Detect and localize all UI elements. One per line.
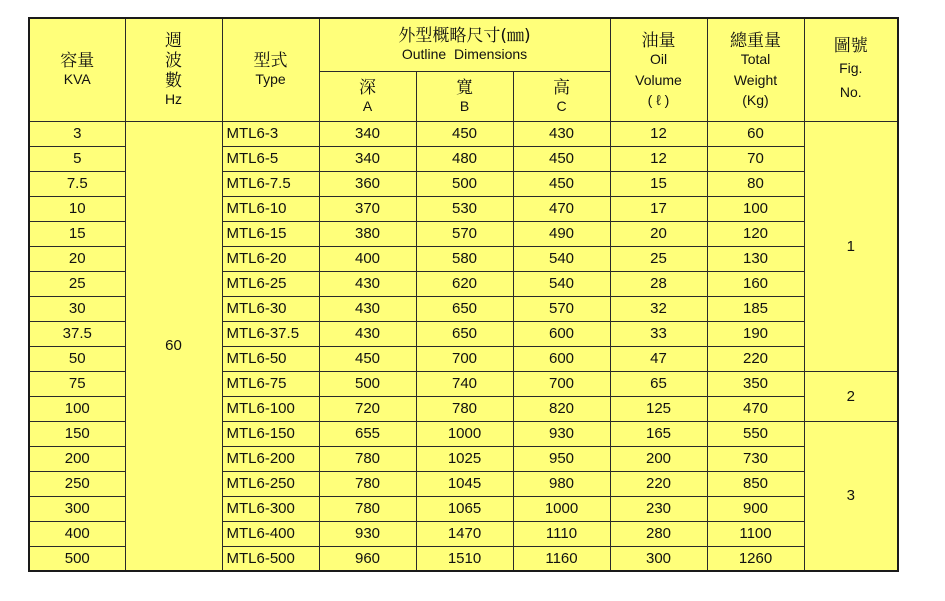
oil-cell: 125 xyxy=(610,396,707,421)
header-type-zh: 型式 xyxy=(253,51,288,72)
depth-cell: 430 xyxy=(319,271,416,296)
header-depth-en: A xyxy=(362,97,373,114)
kva-cell: 7.5 xyxy=(29,171,125,196)
header-height-zh: 高 xyxy=(553,77,570,98)
height-cell: 540 xyxy=(513,271,610,296)
kva-cell: 500 xyxy=(29,546,125,571)
weight-cell: 1260 xyxy=(707,546,804,571)
header-frequency-en: Hz xyxy=(164,91,183,108)
header-capacity-zh: 容量 xyxy=(60,51,95,72)
header-width-zh: 寬 xyxy=(456,77,473,98)
header-depth xyxy=(319,71,416,121)
depth-cell: 430 xyxy=(319,296,416,321)
header-oil-en1: Oil xyxy=(649,50,668,67)
header-width xyxy=(416,71,513,121)
oil-cell: 15 xyxy=(610,171,707,196)
height-cell: 950 xyxy=(513,446,610,471)
width-cell: 1045 xyxy=(416,471,513,496)
type-cell: MTL6-300 xyxy=(222,496,319,521)
header-weight-zh: 總重量 xyxy=(730,30,781,51)
type-cell: MTL6-100 xyxy=(222,396,319,421)
kva-cell: 200 xyxy=(29,446,125,471)
depth-cell: 720 xyxy=(319,396,416,421)
transformer-spec-table xyxy=(28,17,899,572)
width-cell: 1065 xyxy=(416,496,513,521)
kva-cell: 30 xyxy=(29,296,125,321)
depth-cell: 960 xyxy=(319,546,416,571)
depth-cell: 450 xyxy=(319,346,416,371)
height-cell: 600 xyxy=(513,321,610,346)
type-cell: MTL6-500 xyxy=(222,546,319,571)
depth-cell: 370 xyxy=(319,196,416,221)
type-cell: MTL6-15 xyxy=(222,221,319,246)
header-oil xyxy=(610,18,707,121)
type-cell: MTL6-3 xyxy=(222,121,319,146)
width-cell: 480 xyxy=(416,146,513,171)
height-cell: 540 xyxy=(513,246,610,271)
header-oil-en2: Volume xyxy=(635,71,682,88)
depth-cell: 500 xyxy=(319,371,416,396)
weight-cell: 470 xyxy=(707,396,804,421)
kva-cell: 50 xyxy=(29,346,125,371)
weight-cell: 190 xyxy=(707,321,804,346)
kva-cell: 100 xyxy=(29,396,125,421)
oil-cell: 47 xyxy=(610,346,707,371)
header-weight-en2: Weight xyxy=(733,71,778,88)
frequency-cell: 60 xyxy=(125,121,222,571)
kva-cell: 5 xyxy=(29,146,125,171)
width-cell: 580 xyxy=(416,246,513,271)
header-type xyxy=(222,18,319,121)
header-fig-en1: Fig. xyxy=(839,59,863,76)
header-type-en: Type xyxy=(255,71,286,88)
weight-cell: 130 xyxy=(707,246,804,271)
type-cell: MTL6-37.5 xyxy=(222,321,319,346)
header-oil-zh: 油量 xyxy=(641,30,676,51)
weight-cell: 80 xyxy=(707,171,804,196)
type-cell: MTL6-30 xyxy=(222,296,319,321)
weight-cell: 185 xyxy=(707,296,804,321)
height-cell: 470 xyxy=(513,196,610,221)
width-cell: 650 xyxy=(416,321,513,346)
oil-cell: 12 xyxy=(610,121,707,146)
depth-cell: 400 xyxy=(319,246,416,271)
oil-cell: 12 xyxy=(610,146,707,171)
height-cell: 980 xyxy=(513,471,610,496)
type-cell: MTL6-10 xyxy=(222,196,319,221)
width-cell: 450 xyxy=(416,121,513,146)
type-cell: MTL6-250 xyxy=(222,471,319,496)
kva-cell: 250 xyxy=(29,471,125,496)
width-cell: 620 xyxy=(416,271,513,296)
type-cell: MTL6-20 xyxy=(222,246,319,271)
weight-cell: 730 xyxy=(707,446,804,471)
header-dimensions xyxy=(319,18,610,71)
width-cell: 530 xyxy=(416,196,513,221)
width-cell: 1470 xyxy=(416,521,513,546)
height-cell: 1160 xyxy=(513,546,610,571)
height-cell: 490 xyxy=(513,221,610,246)
header-dimensions-en: Outline Dimensions xyxy=(401,46,528,63)
kva-cell: 10 xyxy=(29,196,125,221)
weight-cell: 70 xyxy=(707,146,804,171)
header-depth-zh: 深 xyxy=(359,77,376,98)
type-cell: MTL6-7.5 xyxy=(222,171,319,196)
weight-cell: 100 xyxy=(707,196,804,221)
depth-cell: 340 xyxy=(319,121,416,146)
oil-cell: 300 xyxy=(610,546,707,571)
width-cell: 740 xyxy=(416,371,513,396)
depth-cell: 930 xyxy=(319,521,416,546)
height-cell: 570 xyxy=(513,296,610,321)
header-fig-en2: No. xyxy=(839,83,862,100)
type-cell: MTL6-400 xyxy=(222,521,319,546)
header-row-1 xyxy=(29,18,898,71)
header-fig-zh: 圖號 xyxy=(833,35,868,56)
height-cell: 930 xyxy=(513,421,610,446)
kva-cell: 25 xyxy=(29,271,125,296)
height-cell: 430 xyxy=(513,121,610,146)
width-cell: 1000 xyxy=(416,421,513,446)
type-cell: MTL6-25 xyxy=(222,271,319,296)
depth-cell: 430 xyxy=(319,321,416,346)
width-cell: 780 xyxy=(416,396,513,421)
fig-number-cell: 1 xyxy=(804,121,898,371)
oil-cell: 200 xyxy=(610,446,707,471)
depth-cell: 360 xyxy=(319,171,416,196)
header-weight-en1: Total xyxy=(740,50,771,67)
type-cell: MTL6-200 xyxy=(222,446,319,471)
width-cell: 500 xyxy=(416,171,513,196)
kva-cell: 37.5 xyxy=(29,321,125,346)
kva-cell: 150 xyxy=(29,421,125,446)
weight-cell: 850 xyxy=(707,471,804,496)
width-cell: 1025 xyxy=(416,446,513,471)
oil-cell: 165 xyxy=(610,421,707,446)
header-capacity xyxy=(29,18,125,121)
height-cell: 820 xyxy=(513,396,610,421)
weight-cell: 900 xyxy=(707,496,804,521)
header-frequency-zh-3: 數 xyxy=(165,71,182,92)
header-frequency-zh-1: 週 xyxy=(165,31,182,52)
oil-cell: 32 xyxy=(610,296,707,321)
kva-cell: 75 xyxy=(29,371,125,396)
height-cell: 1110 xyxy=(513,521,610,546)
weight-cell: 350 xyxy=(707,371,804,396)
header-dimensions-zh: 外型概略尺寸(㎜) xyxy=(398,26,531,47)
weight-cell: 220 xyxy=(707,346,804,371)
width-cell: 1510 xyxy=(416,546,513,571)
fig-number-cell: 2 xyxy=(804,371,898,421)
header-height-en: C xyxy=(556,97,567,114)
header-frequency xyxy=(125,18,222,121)
depth-cell: 780 xyxy=(319,471,416,496)
depth-cell: 340 xyxy=(319,146,416,171)
kva-cell: 400 xyxy=(29,521,125,546)
type-cell: MTL6-150 xyxy=(222,421,319,446)
weight-cell: 550 xyxy=(707,421,804,446)
depth-cell: 655 xyxy=(319,421,416,446)
height-cell: 600 xyxy=(513,346,610,371)
kva-cell: 3 xyxy=(29,121,125,146)
header-width-en: B xyxy=(459,97,470,114)
height-cell: 450 xyxy=(513,171,610,196)
header-oil-unit: ( ℓ ) xyxy=(647,91,670,108)
depth-cell: 380 xyxy=(319,221,416,246)
height-cell: 450 xyxy=(513,146,610,171)
oil-cell: 17 xyxy=(610,196,707,221)
oil-cell: 25 xyxy=(610,246,707,271)
depth-cell: 780 xyxy=(319,496,416,521)
oil-cell: 33 xyxy=(610,321,707,346)
header-fig xyxy=(804,18,898,121)
oil-cell: 230 xyxy=(610,496,707,521)
oil-cell: 28 xyxy=(610,271,707,296)
height-cell: 700 xyxy=(513,371,610,396)
oil-cell: 280 xyxy=(610,521,707,546)
kva-cell: 20 xyxy=(29,246,125,271)
header-height xyxy=(513,71,610,121)
weight-cell: 120 xyxy=(707,221,804,246)
width-cell: 700 xyxy=(416,346,513,371)
oil-cell: 20 xyxy=(610,221,707,246)
oil-cell: 220 xyxy=(610,471,707,496)
height-cell: 1000 xyxy=(513,496,610,521)
weight-cell: 60 xyxy=(707,121,804,146)
header-weight xyxy=(707,18,804,121)
width-cell: 650 xyxy=(416,296,513,321)
type-cell: MTL6-50 xyxy=(222,346,319,371)
kva-cell: 300 xyxy=(29,496,125,521)
weight-cell: 1100 xyxy=(707,521,804,546)
header-capacity-en: KVA xyxy=(63,71,91,88)
width-cell: 570 xyxy=(416,221,513,246)
kva-cell: 15 xyxy=(29,221,125,246)
depth-cell: 780 xyxy=(319,446,416,471)
header-frequency-zh-2: 波 xyxy=(165,51,182,72)
oil-cell: 65 xyxy=(610,371,707,396)
header-weight-unit: (Kg) xyxy=(742,91,769,108)
type-cell: MTL6-5 xyxy=(222,146,319,171)
table-row xyxy=(29,121,898,146)
weight-cell: 160 xyxy=(707,271,804,296)
type-cell: MTL6-75 xyxy=(222,371,319,396)
fig-number-cell: 3 xyxy=(804,421,898,571)
